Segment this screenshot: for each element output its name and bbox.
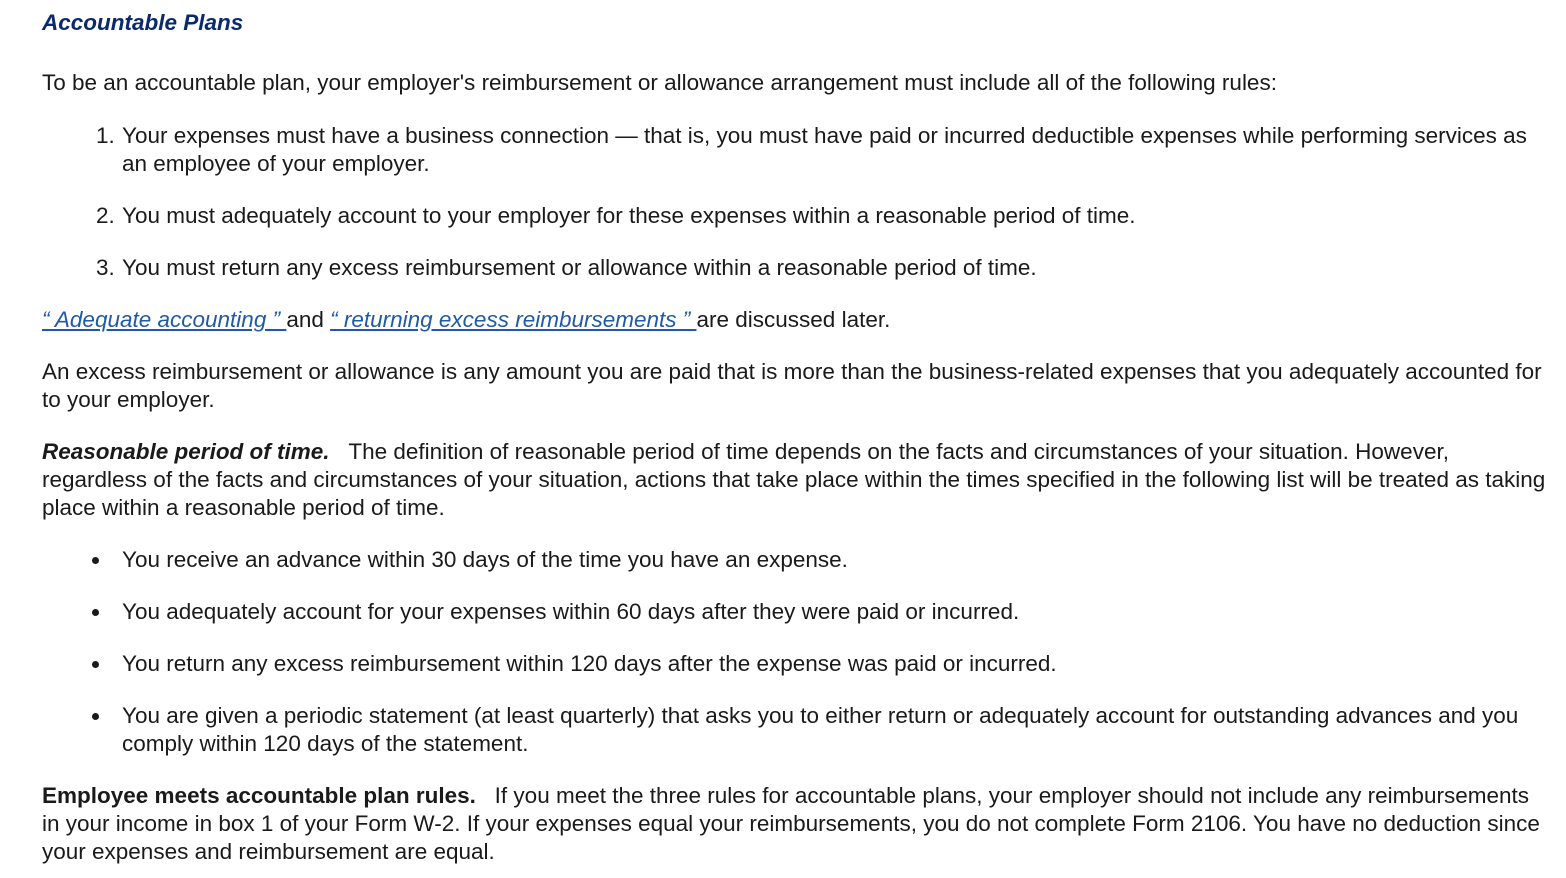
rule-text: You must adequately account to your employer for these expenses within a reasonable period of time.	[122, 203, 1136, 228]
links-paragraph	[42, 306, 1548, 334]
returning-excess-link[interactable]: “ returning excess reimbursements ”	[330, 307, 697, 332]
rule-number: 1.	[96, 123, 115, 148]
bullet-dot	[92, 661, 99, 668]
rule-text: Your expenses must have a business connection — that is, you must have paid or incurred deductible expenses while performing services as an employee of your employer.	[122, 123, 1527, 176]
bullet-item-4: You are given a periodic statement (at least quarterly) that asks you to either return or adequately account for outstanding advances and you comply within 120 days of the statement.	[122, 703, 1519, 756]
reasonable-period-paragraph	[42, 438, 1548, 522]
employee-rules-paragraph	[42, 782, 1548, 866]
adequate-accounting-link[interactable]: “ Adequate accounting ”	[42, 307, 287, 332]
rule-item-3	[96, 254, 1548, 282]
reasonable-period-label: Reasonable period of time.	[42, 439, 330, 464]
excess-paragraph: An excess reimbursement or allowance is any amount you are paid that is more than the business-related expenses that you adequately accounted for to your employer.	[42, 359, 1542, 412]
rule-item-1	[96, 122, 1548, 178]
bullet-item-2: You adequately account for your expenses within 60 days after they were paid or incurred.	[122, 599, 1020, 624]
links-tail-text: are discussed later.	[696, 307, 891, 332]
bullet-item-3: You return any excess reimbursement within 120 days after the expense was paid or incurred.	[122, 651, 1057, 676]
employee-rules-label: Employee meets accountable plan rules.	[42, 783, 476, 808]
bullet-dot	[92, 713, 99, 720]
employee-rules-text: If you meet the three rules for accountable plans, your employer should not include any reimbursements in your income in box 1 of your Form W-2. If your expenses equal your reimbursements, you do not complete Form 2106. You have no deduction since your expenses and reimbursement are equal.	[42, 783, 1540, 864]
intro-paragraph: To be an accountable plan, your employer's reimbursement or allowance arrangement must include all of the following rules:	[42, 70, 1277, 95]
section-heading: Accountable Plans	[42, 10, 244, 35]
rule-text: You must return any excess reimbursement or allowance within a reasonable period of time.	[122, 255, 1037, 280]
bullet-dot	[92, 557, 99, 564]
rule-item-2	[96, 202, 1548, 230]
reasonable-period-text: The definition of reasonable period of time depends on the facts and circumstances of your situation. However, regardless of the facts and circumstances of your situation, actions that take place within the times specified in the following list will be treated as taking place within a reasonable period of time.	[42, 439, 1546, 520]
links-and-text: and	[286, 307, 331, 332]
bullet-dot	[92, 609, 99, 616]
bullet-item-1: You receive an advance within 30 days of the time you have an expense.	[122, 547, 848, 572]
rule-number: 3.	[96, 255, 115, 280]
rule-number: 2.	[96, 203, 115, 228]
